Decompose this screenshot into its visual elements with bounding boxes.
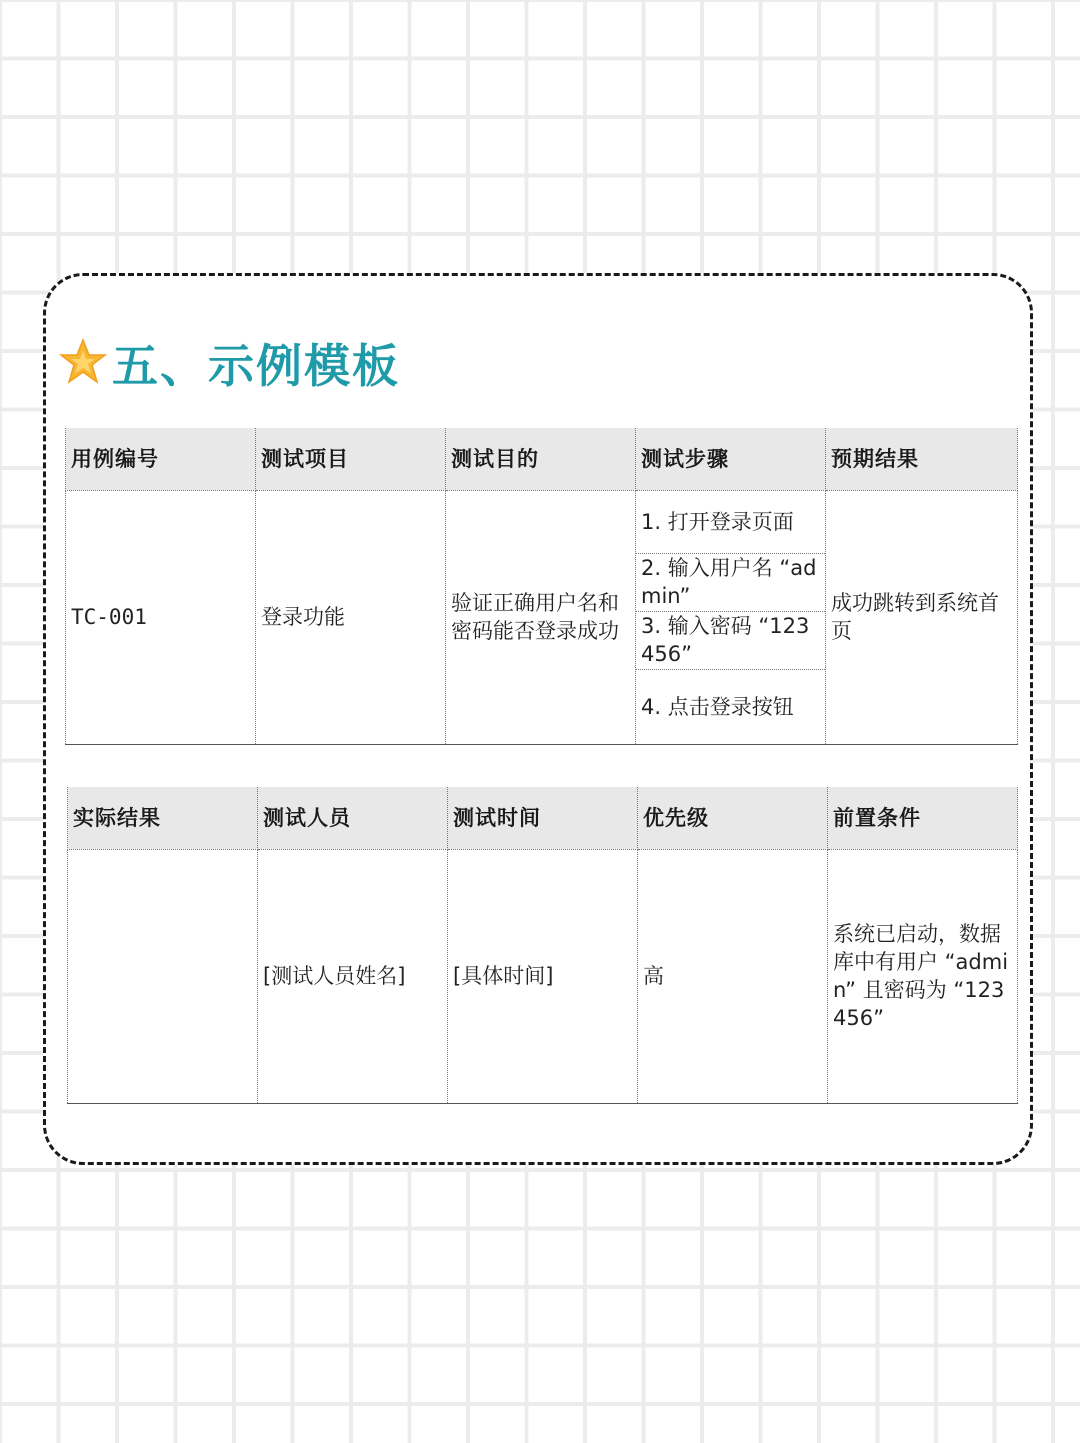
step-item — [636, 612, 825, 670]
header-test-purpose: 测试目的 — [446, 428, 636, 490]
cell-tester: [测试人员姓名] — [258, 849, 448, 1103]
template-card — [43, 273, 1033, 1165]
step-text: 3. 输入密码 “123456” — [641, 614, 810, 666]
header-priority: 优先级 — [638, 787, 828, 849]
table-row — [68, 849, 1018, 1103]
header-test-steps: 测试步骤 — [636, 428, 826, 490]
cell-priority: 高 — [638, 849, 828, 1103]
step-item — [636, 554, 825, 612]
cell-precondition: 系统已启动，数据库中有用户 “admin” 且密码为 “123456” — [828, 849, 1018, 1103]
step-text: 2. 输入用户名 “admin” — [641, 556, 817, 608]
test-case-table-1 — [65, 428, 1018, 745]
header-test-time: 测试时间 — [448, 787, 638, 849]
cell-actual-result — [68, 849, 258, 1103]
table-header-row — [68, 787, 1018, 849]
header-tester: 测试人员 — [258, 787, 448, 849]
cell-test-item: 登录功能 — [256, 490, 446, 744]
step-text: 4. 点击登录按钮 — [641, 694, 794, 719]
cell-test-time: [具体时间] — [448, 849, 638, 1103]
page-title: 五、示例模板 — [112, 339, 400, 393]
step-item — [636, 670, 825, 744]
header-case-id: 用例编号 — [66, 428, 256, 490]
cell-test-steps — [636, 490, 826, 744]
table-header-row — [66, 428, 1018, 490]
title-row — [58, 331, 400, 395]
header-expected-result: 预期结果 — [826, 428, 1018, 490]
header-actual-result: 实际结果 — [68, 787, 258, 849]
header-test-item: 测试项目 — [256, 428, 446, 490]
cell-expected-result: 成功跳转到系统首页 — [826, 490, 1018, 744]
test-case-table-2 — [67, 787, 1018, 1104]
star-icon — [58, 338, 108, 388]
header-precondition: 前置条件 — [828, 787, 1018, 849]
cell-case-id: TC-001 — [66, 490, 256, 744]
table-row — [66, 490, 1018, 744]
step-item — [636, 491, 825, 554]
step-text: 1. 打开登录页面 — [641, 509, 794, 534]
cell-test-purpose: 验证正确用户名和密码能否登录成功 — [446, 490, 636, 744]
